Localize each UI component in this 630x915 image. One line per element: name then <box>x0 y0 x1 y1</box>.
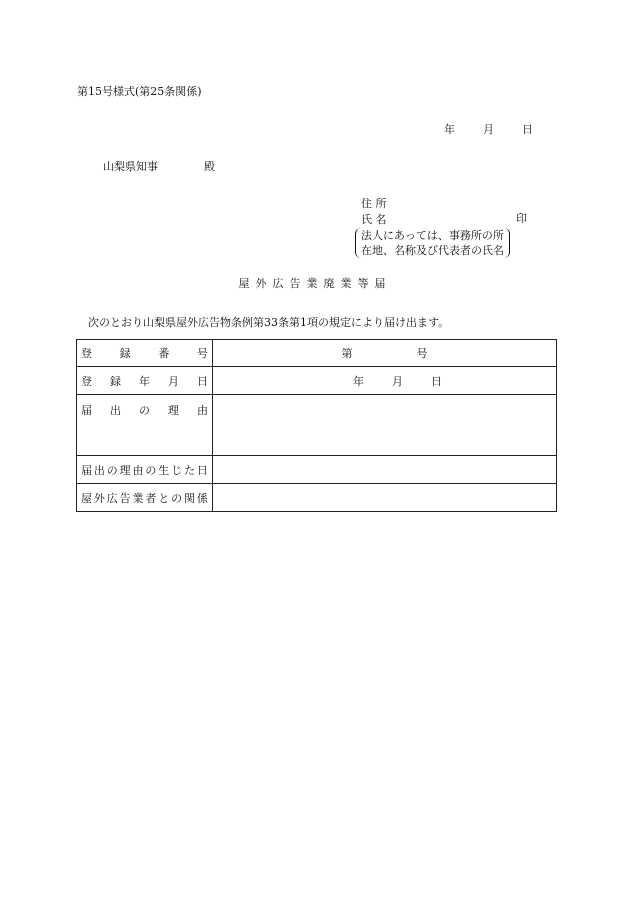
registration-date-field[interactable] <box>213 367 557 395</box>
row-label-text <box>81 462 208 478</box>
reg-month: 月 <box>392 374 403 388</box>
label-char: た <box>184 463 195 477</box>
submission-date <box>444 123 533 137</box>
label-char: 届 <box>81 463 92 477</box>
label-char: 告 <box>119 491 131 505</box>
label-char: 業 <box>132 491 144 505</box>
reason-field[interactable] <box>213 395 557 456</box>
relationship-field[interactable] <box>213 484 557 512</box>
row-label <box>77 484 213 512</box>
label-char: と <box>158 491 170 505</box>
label-char: 関 <box>184 491 195 505</box>
seal-mark: 印 <box>516 212 527 225</box>
row-label <box>77 395 213 456</box>
label-char: 日 <box>196 463 208 477</box>
label-char: 由 <box>197 404 208 417</box>
label-char: 外 <box>93 491 105 505</box>
table-row <box>77 395 557 456</box>
date-month: 月 <box>483 123 494 136</box>
label-char: 録 <box>119 347 131 360</box>
form-number: 第15号様式(第25条関係) <box>77 85 202 98</box>
name-label: 氏 名 <box>361 213 387 226</box>
label-char: 出 <box>93 463 105 477</box>
corporate-note-line2: 在地、名称及び代表者の氏名 <box>361 244 504 257</box>
label-char: 出 <box>110 404 121 417</box>
row-label-text <box>81 345 208 361</box>
label-char: 月 <box>168 374 179 388</box>
row-label <box>77 456 213 484</box>
date-day: 日 <box>522 123 533 136</box>
address-label: 住 所 <box>361 197 387 210</box>
label-char: 日 <box>197 374 208 388</box>
label-char: の <box>145 463 157 477</box>
statement-text: 次のとおり山梨県屋外広告物条例第33条第1項の規定により届け出ます。 <box>88 316 450 329</box>
addressee <box>103 160 215 174</box>
reg-year: 年 <box>353 374 364 388</box>
label-char: の <box>106 463 118 477</box>
label-char: じ <box>171 463 183 477</box>
label-char: 者 <box>145 491 157 505</box>
honorific: 殿 <box>204 160 215 173</box>
table-row <box>77 484 557 512</box>
label-char: 年 <box>139 374 150 388</box>
table-row <box>77 367 557 395</box>
label-char: 号 <box>196 347 208 360</box>
row-label-text <box>81 490 208 506</box>
label-char: 登 <box>81 374 92 388</box>
label-char: 番 <box>158 347 170 360</box>
table-row <box>77 456 557 484</box>
row-label-text <box>81 373 208 389</box>
label-char: の <box>139 404 150 417</box>
label-char: 理 <box>168 404 179 417</box>
reg-day: 日 <box>431 374 442 388</box>
date-year: 年 <box>444 123 455 136</box>
details-table <box>76 339 557 512</box>
label-char: 由 <box>132 463 144 477</box>
document-title: 屋外広告業廃業等届 <box>238 277 392 290</box>
row-label <box>77 367 213 395</box>
number-suffix: 号 <box>416 347 428 360</box>
row-label <box>77 340 213 367</box>
row-label-text <box>81 402 208 418</box>
label-char: 届 <box>81 404 92 417</box>
corporate-note-line1: 法人にあっては、事務所の所 <box>361 229 504 242</box>
label-char: 係 <box>196 491 208 505</box>
label-char: 登 <box>81 347 92 360</box>
table-row <box>77 340 557 367</box>
reason-date-field[interactable] <box>213 456 557 484</box>
label-char: 生 <box>158 463 170 477</box>
addressee-name: 山梨県知事 <box>103 160 158 173</box>
label-char: 録 <box>110 374 121 388</box>
applicant-block <box>361 196 527 258</box>
registration-number-field[interactable] <box>213 340 557 367</box>
label-char: 理 <box>119 463 131 477</box>
label-char: の <box>171 491 183 505</box>
label-char: 屋 <box>81 491 92 505</box>
label-char: 広 <box>106 491 118 505</box>
number-prefix: 第 <box>341 347 353 360</box>
corporate-note <box>355 228 510 258</box>
